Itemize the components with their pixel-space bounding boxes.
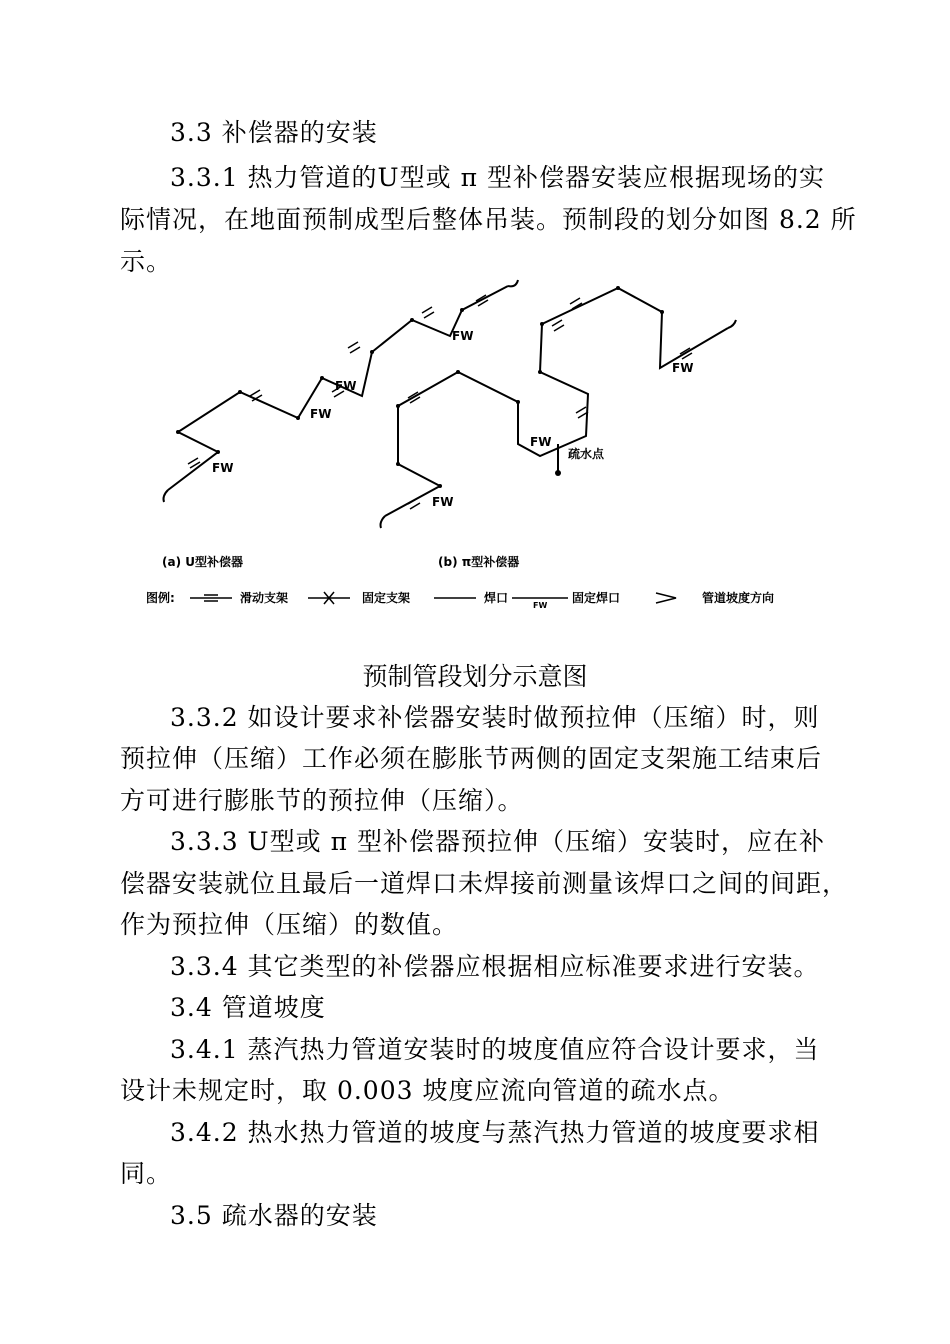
section-3-3-title: 3.3 补偿器的安装 xyxy=(170,118,378,147)
legend-title: 图例: xyxy=(146,591,175,605)
section-3-5-title: 3.5 疏水器的安装 xyxy=(170,1201,378,1230)
label-pi-compensator: (b) π型补偿器 xyxy=(438,555,520,569)
legend-fixed-support: 固定支架 xyxy=(362,591,411,605)
legend-fixed-weld: 固定焊口 xyxy=(572,591,621,605)
fw-labels xyxy=(212,329,693,509)
fw-mark: FW xyxy=(432,495,454,509)
pi-compensator-pipe xyxy=(381,288,737,528)
diagram-svg xyxy=(140,268,820,618)
legend xyxy=(146,590,774,610)
para-3-3-2-line3: 方可进行膨胀节的预拉伸（压缩）。 xyxy=(120,786,524,815)
fw-mark: FW xyxy=(452,329,474,343)
para-3-3-2-line2: 预拉伸（压缩）工作必须在膨胀节两侧的固定支架施工结束后 xyxy=(120,744,823,773)
para-3-3-1-line3: 示。 xyxy=(120,247,173,276)
drain-point-label: 疏水点 xyxy=(568,447,605,461)
legend-weld: 焊口 xyxy=(484,591,509,605)
para-3-4-2-line1: 3.4.2 热水热力管道的坡度与蒸汽热力管道的坡度要求相 xyxy=(170,1118,820,1147)
para-3-3-3-line2: 偿器安装就位且最后一道焊口未焊接前测量该焊口之间的间距， xyxy=(120,869,849,898)
legend-sliding-support: 滑动支架 xyxy=(240,591,289,605)
para-3-3-1-line1: 3.3.1 热力管道的U型或 π 型补偿器安装应根据现场的实 xyxy=(170,163,825,192)
legend-slope-direction: 管道坡度方向 xyxy=(702,591,775,605)
para-3-3-2-line1: 3.3.2 如设计要求补偿器安装时做预拉伸（压缩）时，则 xyxy=(170,703,820,732)
para-3-3-3-line3: 作为预拉伸（压缩）的数值。 xyxy=(120,910,459,939)
fw-mark: FW xyxy=(672,361,694,375)
para-3-4-2-line2: 同。 xyxy=(120,1159,173,1188)
prefab-segment-diagram xyxy=(140,268,820,618)
fw-mark: FW xyxy=(335,379,357,393)
para-3-4-1-line2: 设计未规定时，取 0.003 坡度应流向管道的疏水点。 xyxy=(120,1076,735,1105)
fw-mark: FW xyxy=(212,461,234,475)
section-3-4-title: 3.4 管道坡度 xyxy=(170,993,326,1022)
fw-mark: FW xyxy=(310,407,332,421)
fw-mark: FW xyxy=(530,435,552,449)
para-3-3-1-line2: 际情况，在地面预制成型后整体吊装。预制段的划分如图 8.2 所 xyxy=(120,205,857,234)
para-3-3-3-line1: 3.3.3 U型或 π 型补偿器预拉伸（压缩）安装时，应在补 xyxy=(170,827,825,856)
label-u-compensator: (a) U型补偿器 xyxy=(162,555,243,569)
para-3-3-4-line1: 3.3.4 其它类型的补偿器应根据相应标准要求进行安装。 xyxy=(170,952,820,981)
para-3-4-1-line1: 3.4.1 蒸汽热力管道安装时的坡度值应符合设计要求，当 xyxy=(170,1035,820,1064)
legend-fw-mark: FW xyxy=(533,601,548,610)
figure-caption: 预制管段划分示意图 xyxy=(362,662,588,691)
